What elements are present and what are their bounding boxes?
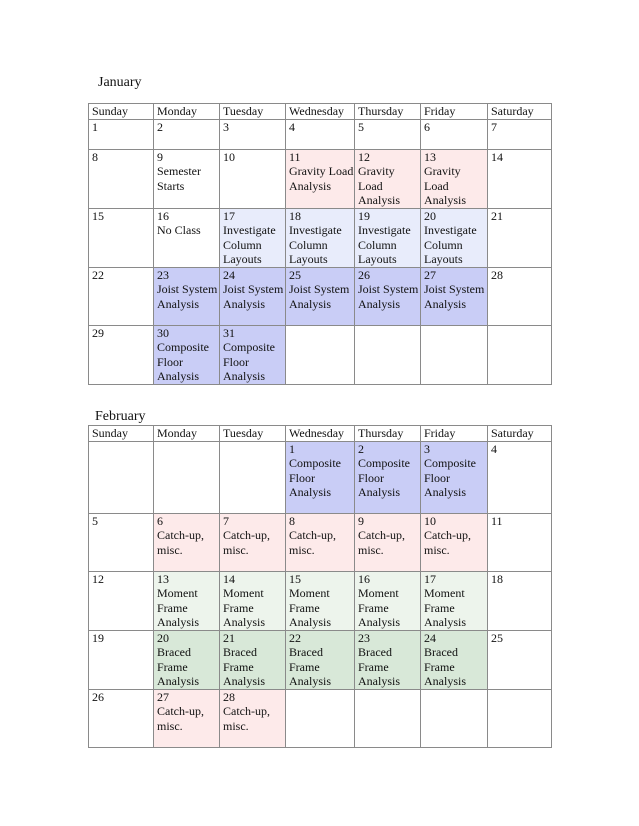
day-number: 2 bbox=[358, 441, 364, 456]
day-event: Catch-up, misc. bbox=[223, 528, 270, 557]
day-number: 14 bbox=[491, 149, 503, 164]
day-cell-18 bbox=[488, 571, 552, 630]
day-event: Joist System Analysis bbox=[358, 282, 419, 311]
day-number: 25 bbox=[491, 630, 503, 645]
day-cell-7 bbox=[488, 119, 552, 149]
day-number: 24 bbox=[424, 630, 436, 645]
day-cell-28 bbox=[220, 689, 286, 747]
day-number: 20 bbox=[424, 208, 436, 223]
day-number: 1 bbox=[289, 441, 295, 456]
day-cell-21 bbox=[488, 208, 552, 267]
day-cell-14 bbox=[488, 149, 552, 208]
day-number: 23 bbox=[358, 630, 370, 645]
day-cell-1 bbox=[89, 119, 154, 149]
day-event: Joist System Analysis bbox=[157, 282, 218, 311]
day-cell-30 bbox=[154, 325, 220, 384]
day-number: 12 bbox=[92, 571, 104, 586]
day-event: Composite Floor Analysis bbox=[223, 340, 276, 383]
day-cell-17 bbox=[220, 208, 286, 267]
weekday-header-monday: Monday bbox=[154, 426, 220, 442]
day-event: Braced Frame Analysis bbox=[424, 645, 466, 688]
day-cell-3 bbox=[421, 441, 488, 513]
day-cell-4 bbox=[286, 119, 355, 149]
day-event: Catch-up, misc. bbox=[358, 528, 405, 557]
day-number: 19 bbox=[92, 630, 104, 645]
day-cell-17 bbox=[421, 571, 488, 630]
day-cell-14 bbox=[220, 571, 286, 630]
day-event: Composite Floor Analysis bbox=[289, 456, 342, 499]
day-cell-5 bbox=[89, 513, 154, 571]
day-event: Joist System Analysis bbox=[223, 282, 284, 311]
day-cell-31 bbox=[220, 325, 286, 384]
empty-day-cell bbox=[89, 441, 154, 513]
calendar-february bbox=[88, 425, 552, 748]
day-number: 20 bbox=[157, 630, 169, 645]
day-number: 5 bbox=[92, 513, 98, 528]
day-cell-3 bbox=[220, 119, 286, 149]
day-event: Catch-up, misc. bbox=[157, 528, 204, 557]
weekday-header-thursday: Thursday bbox=[355, 426, 421, 442]
day-event: Catch-up, misc. bbox=[424, 528, 471, 557]
day-number: 28 bbox=[223, 689, 235, 704]
month-title-february: February bbox=[95, 409, 146, 424]
day-cell-22 bbox=[89, 267, 154, 325]
day-cell-5 bbox=[355, 119, 421, 149]
day-event: Gravity Load Analysis bbox=[424, 164, 466, 207]
day-cell-25 bbox=[286, 267, 355, 325]
day-cell-24 bbox=[220, 267, 286, 325]
day-cell-26 bbox=[89, 689, 154, 747]
day-number: 7 bbox=[491, 119, 497, 134]
day-cell-13 bbox=[154, 571, 220, 630]
day-cell-24 bbox=[421, 630, 488, 689]
day-event: Braced Frame Analysis bbox=[289, 645, 331, 688]
week-row bbox=[89, 513, 552, 571]
day-number: 5 bbox=[358, 119, 364, 134]
empty-day-cell bbox=[154, 441, 220, 513]
day-cell-21 bbox=[220, 630, 286, 689]
day-cell-22 bbox=[286, 630, 355, 689]
day-cell-4 bbox=[488, 441, 552, 513]
day-cell-11 bbox=[488, 513, 552, 571]
day-event: Braced Frame Analysis bbox=[358, 645, 400, 688]
day-cell-12 bbox=[355, 149, 421, 208]
week-row bbox=[89, 267, 552, 325]
week-row bbox=[89, 630, 552, 689]
weekday-header-row bbox=[89, 426, 552, 442]
day-cell-15 bbox=[286, 571, 355, 630]
day-cell-2 bbox=[154, 119, 220, 149]
day-number: 13 bbox=[424, 149, 436, 164]
day-event: Gravity Load Analysis bbox=[358, 164, 400, 207]
day-event: Joist System Analysis bbox=[289, 282, 350, 311]
weekday-header-row bbox=[89, 104, 552, 120]
day-event: Moment Frame Analysis bbox=[289, 586, 331, 629]
day-cell-8 bbox=[286, 513, 355, 571]
day-event: Moment Frame Analysis bbox=[223, 586, 265, 629]
day-event: Investigate Column Layouts bbox=[358, 223, 411, 266]
week-row bbox=[89, 208, 552, 267]
empty-day-cell bbox=[220, 441, 286, 513]
day-number: 8 bbox=[92, 149, 98, 164]
day-number: 12 bbox=[358, 149, 370, 164]
day-number: 10 bbox=[223, 149, 235, 164]
weekday-header-sunday: Sunday bbox=[89, 104, 154, 120]
day-number: 18 bbox=[289, 208, 301, 223]
day-event: Semester Starts bbox=[157, 164, 201, 193]
week-row bbox=[89, 119, 552, 149]
day-event: Braced Frame Analysis bbox=[157, 645, 199, 688]
day-number: 16 bbox=[358, 571, 370, 586]
weekday-header-sunday: Sunday bbox=[89, 426, 154, 442]
day-number: 17 bbox=[223, 208, 235, 223]
weekday-header-saturday: Saturday bbox=[488, 426, 552, 442]
week-row bbox=[89, 571, 552, 630]
weekday-header-saturday: Saturday bbox=[488, 104, 552, 120]
day-number: 4 bbox=[289, 119, 295, 134]
day-event: Composite Floor Analysis bbox=[157, 340, 210, 383]
day-cell-28 bbox=[488, 267, 552, 325]
day-cell-27 bbox=[154, 689, 220, 747]
day-event: Braced Frame Analysis bbox=[223, 645, 265, 688]
day-number: 6 bbox=[424, 119, 430, 134]
day-cell-6 bbox=[154, 513, 220, 571]
day-number: 3 bbox=[424, 441, 430, 456]
day-event: Investigate Column Layouts bbox=[424, 223, 477, 266]
day-cell-18 bbox=[286, 208, 355, 267]
empty-day-cell bbox=[355, 325, 421, 384]
day-cell-20 bbox=[421, 208, 488, 267]
day-number: 27 bbox=[424, 267, 436, 282]
empty-day-cell bbox=[488, 689, 552, 747]
day-number: 2 bbox=[157, 119, 163, 134]
day-number: 23 bbox=[157, 267, 169, 282]
day-number: 31 bbox=[223, 325, 235, 340]
weekday-header-thursday: Thursday bbox=[355, 104, 421, 120]
day-number: 11 bbox=[491, 513, 503, 528]
day-cell-1 bbox=[286, 441, 355, 513]
day-cell-23 bbox=[355, 630, 421, 689]
day-event: Catch-up, misc. bbox=[289, 528, 336, 557]
day-number: 17 bbox=[424, 571, 436, 586]
day-cell-13 bbox=[421, 149, 488, 208]
day-number: 27 bbox=[157, 689, 169, 704]
day-cell-12 bbox=[89, 571, 154, 630]
day-number: 26 bbox=[358, 267, 370, 282]
day-number: 4 bbox=[491, 441, 497, 456]
weekday-header-tuesday: Tuesday bbox=[220, 426, 286, 442]
day-number: 3 bbox=[223, 119, 229, 134]
day-number: 22 bbox=[92, 267, 104, 282]
week-row bbox=[89, 441, 552, 513]
day-number: 6 bbox=[157, 513, 163, 528]
day-number: 11 bbox=[289, 149, 301, 164]
day-number: 13 bbox=[157, 571, 169, 586]
day-event: Composite Floor Analysis bbox=[424, 456, 477, 499]
day-event: Gravity Load Analysis bbox=[289, 164, 354, 193]
day-number: 26 bbox=[92, 689, 104, 704]
day-cell-16 bbox=[355, 571, 421, 630]
weekday-header-friday: Friday bbox=[421, 104, 488, 120]
day-number: 1 bbox=[92, 119, 98, 134]
calendar-january bbox=[88, 103, 552, 385]
day-cell-2 bbox=[355, 441, 421, 513]
weekday-header-wednesday: Wednesday bbox=[286, 426, 355, 442]
day-cell-8 bbox=[89, 149, 154, 208]
weekday-header-monday: Monday bbox=[154, 104, 220, 120]
week-row bbox=[89, 149, 552, 208]
day-cell-16 bbox=[154, 208, 220, 267]
day-number: 29 bbox=[92, 325, 104, 340]
day-number: 7 bbox=[223, 513, 229, 528]
day-cell-19 bbox=[355, 208, 421, 267]
empty-day-cell bbox=[488, 325, 552, 384]
day-number: 10 bbox=[424, 513, 436, 528]
day-cell-26 bbox=[355, 267, 421, 325]
weekday-header-wednesday: Wednesday bbox=[286, 104, 355, 120]
day-cell-10 bbox=[220, 149, 286, 208]
weekday-header-friday: Friday bbox=[421, 426, 488, 442]
day-event: Investigate Column Layouts bbox=[223, 223, 276, 266]
day-event: Moment Frame Analysis bbox=[157, 586, 199, 629]
day-cell-19 bbox=[89, 630, 154, 689]
day-cell-27 bbox=[421, 267, 488, 325]
week-row bbox=[89, 689, 552, 747]
day-number: 9 bbox=[358, 513, 364, 528]
day-number: 30 bbox=[157, 325, 169, 340]
day-cell-25 bbox=[488, 630, 552, 689]
weekday-header-tuesday: Tuesday bbox=[220, 104, 286, 120]
day-number: 19 bbox=[358, 208, 370, 223]
day-cell-15 bbox=[89, 208, 154, 267]
day-number: 15 bbox=[92, 208, 104, 223]
empty-day-cell bbox=[286, 689, 355, 747]
day-cell-29 bbox=[89, 325, 154, 384]
day-event: Moment Frame Analysis bbox=[424, 586, 466, 629]
day-event: Investigate Column Layouts bbox=[289, 223, 342, 266]
day-number: 21 bbox=[223, 630, 235, 645]
day-number: 8 bbox=[289, 513, 295, 528]
empty-day-cell bbox=[421, 325, 488, 384]
day-number: 16 bbox=[157, 208, 169, 223]
day-cell-10 bbox=[421, 513, 488, 571]
day-cell-9 bbox=[154, 149, 220, 208]
day-event: Catch-up, misc. bbox=[157, 704, 204, 733]
day-number: 28 bbox=[491, 267, 503, 282]
month-title-january: January bbox=[98, 75, 142, 90]
week-row bbox=[89, 325, 552, 384]
day-number: 24 bbox=[223, 267, 235, 282]
day-event: Moment Frame Analysis bbox=[358, 586, 400, 629]
day-event: Joist System Analysis bbox=[424, 282, 485, 311]
day-cell-9 bbox=[355, 513, 421, 571]
day-number: 21 bbox=[491, 208, 503, 223]
day-cell-7 bbox=[220, 513, 286, 571]
day-event: Composite Floor Analysis bbox=[358, 456, 411, 499]
empty-day-cell bbox=[421, 689, 488, 747]
day-event: No Class bbox=[157, 223, 201, 237]
day-cell-6 bbox=[421, 119, 488, 149]
day-cell-20 bbox=[154, 630, 220, 689]
day-number: 25 bbox=[289, 267, 301, 282]
day-number: 9 bbox=[157, 149, 163, 164]
empty-day-cell bbox=[286, 325, 355, 384]
day-number: 15 bbox=[289, 571, 301, 586]
day-cell-11 bbox=[286, 149, 355, 208]
day-event: Catch-up, misc. bbox=[223, 704, 270, 733]
day-cell-23 bbox=[154, 267, 220, 325]
day-number: 18 bbox=[491, 571, 503, 586]
empty-day-cell bbox=[355, 689, 421, 747]
day-number: 22 bbox=[289, 630, 301, 645]
day-number: 14 bbox=[223, 571, 235, 586]
